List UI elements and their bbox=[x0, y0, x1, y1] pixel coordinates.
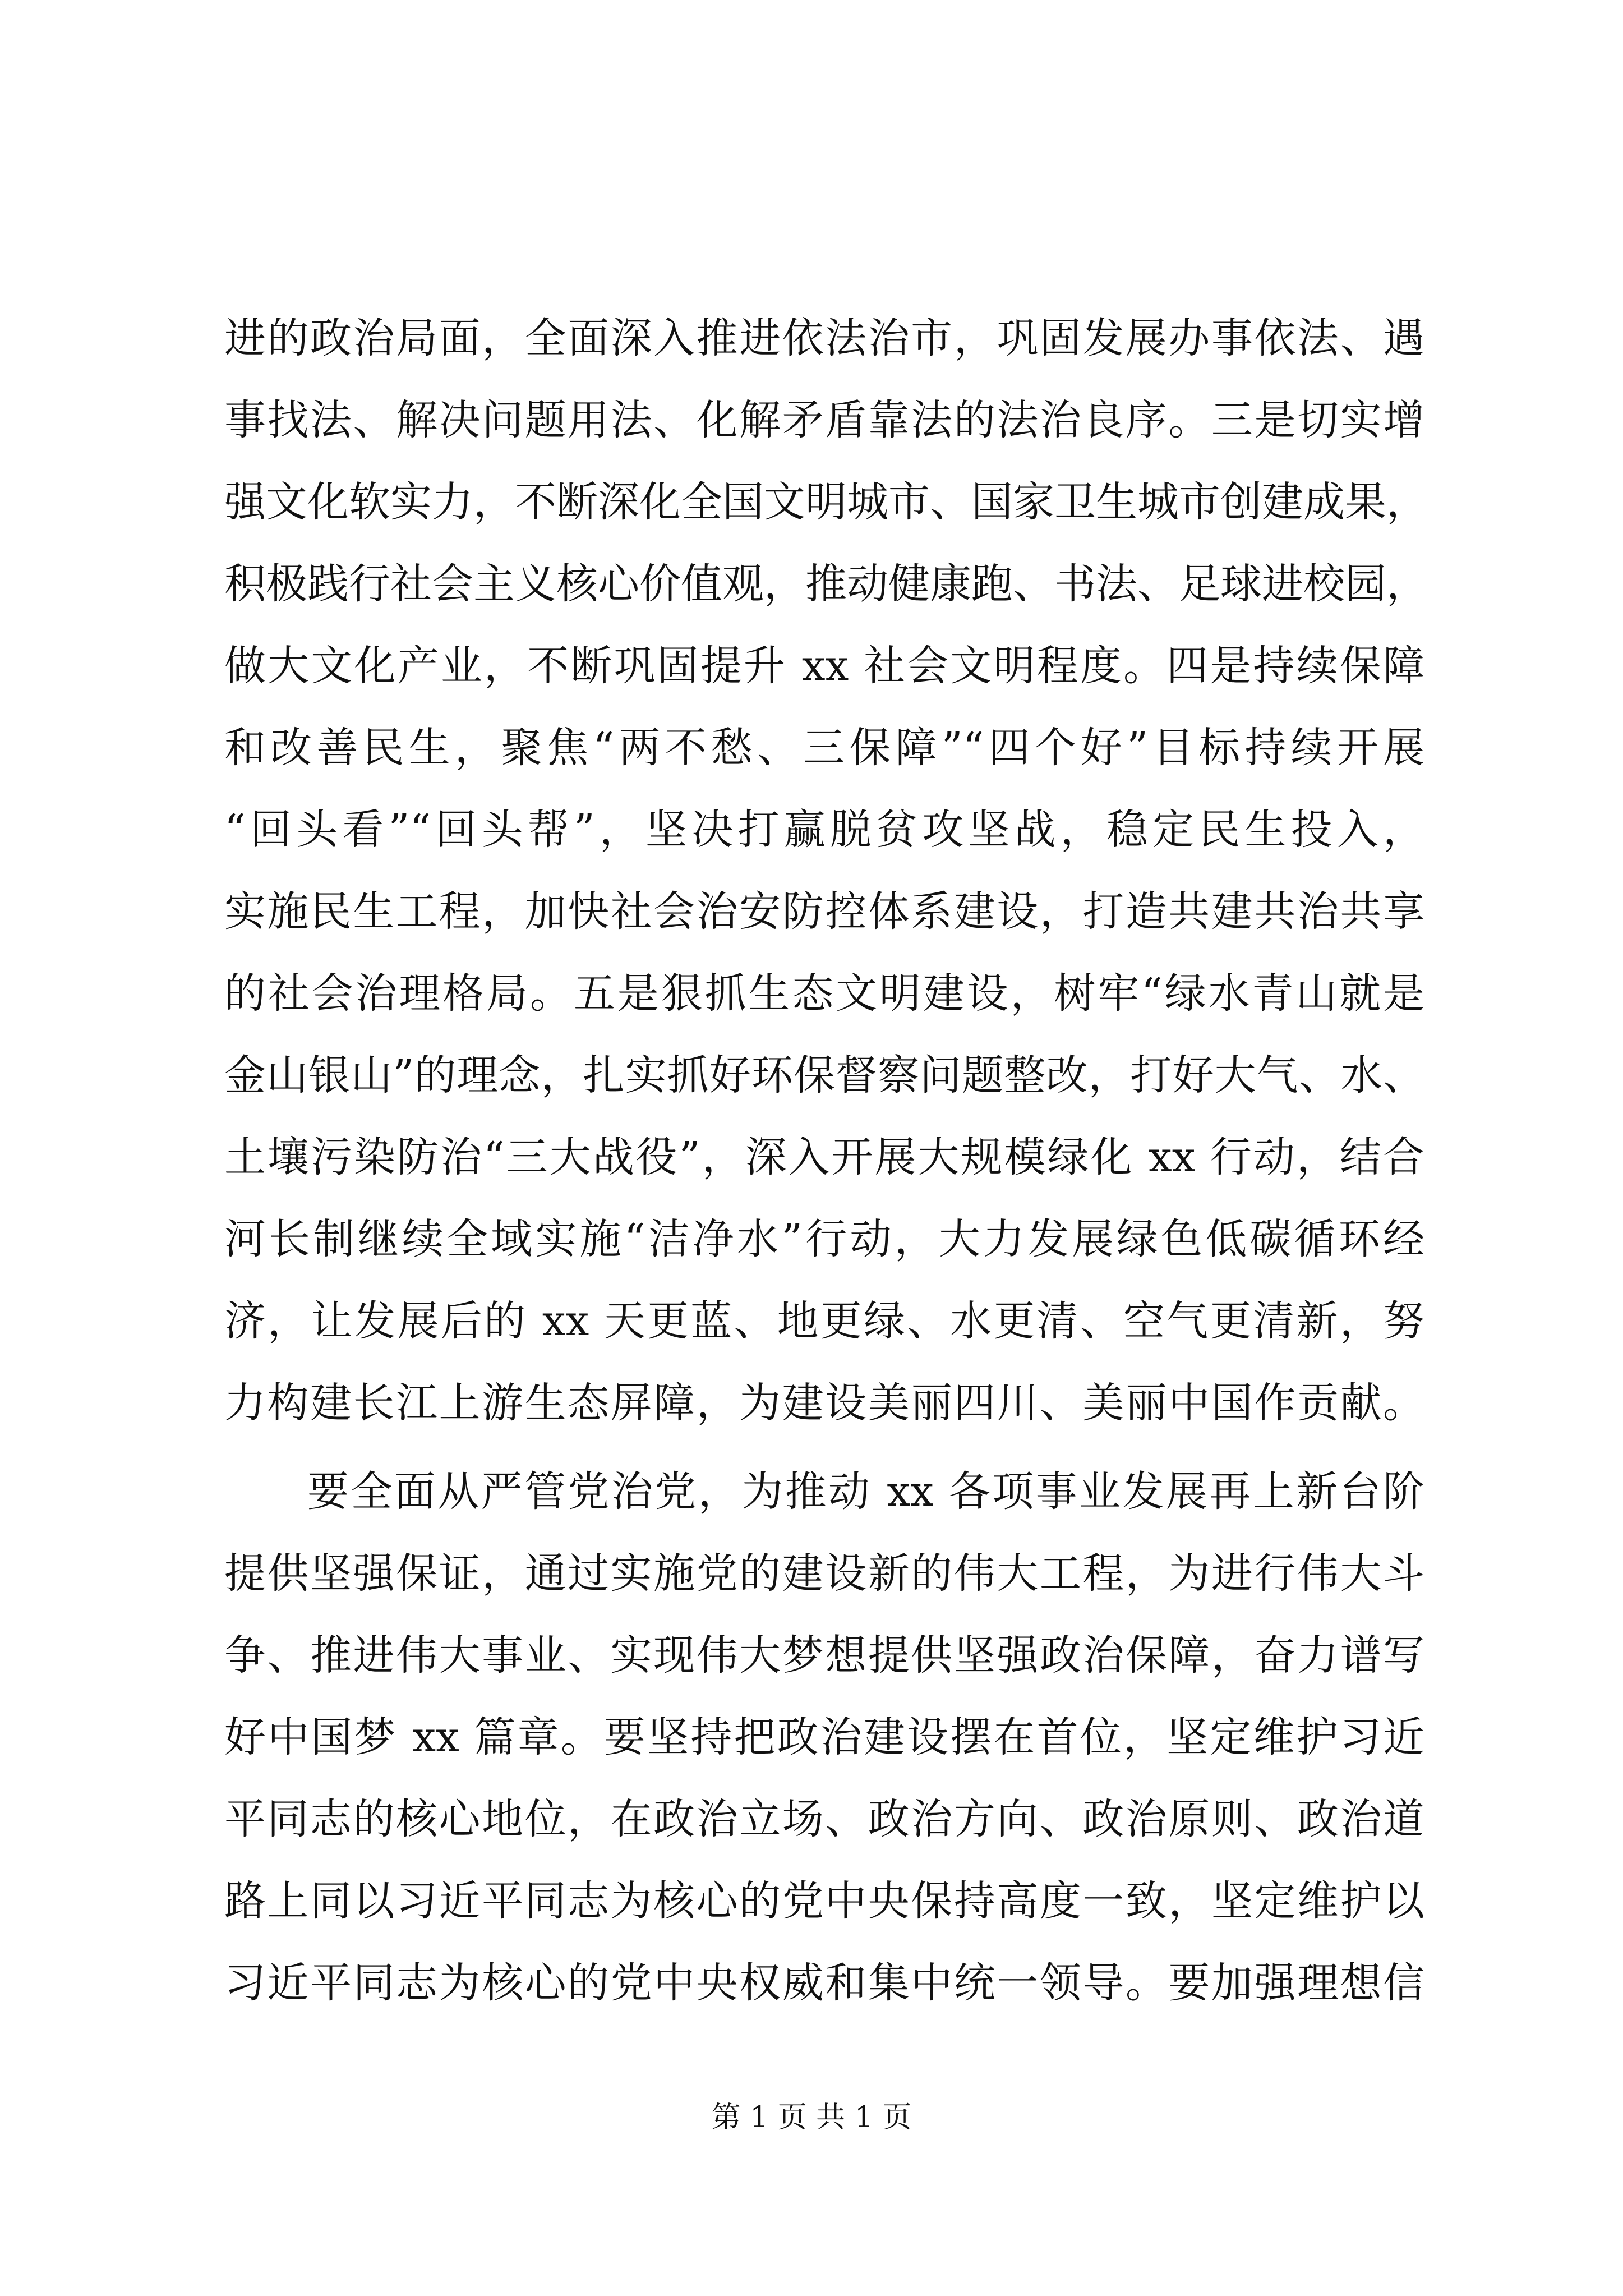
text-line: 强文化软实力，不断深化全国文明城市、国家卫生城市创建成果， bbox=[224, 478, 1428, 526]
text-line: 金山银山”的理念，扎实抓好环保督察问题整改，打好大气、水、 bbox=[224, 1051, 1424, 1099]
text-line: 要全面从严管党治党，为推动 xx 各项事业发展再上新台阶 bbox=[307, 1467, 1424, 1516]
text-line: 和改善民生，聚焦“两不愁、三保障”“四个好”目标持续开展 bbox=[224, 724, 1424, 772]
text-line: 力构建长江上游生态屏障，为建设美丽四川、美丽中国作贡献。 bbox=[224, 1379, 1424, 1427]
page-footer: 第 1 页 共 1 页 bbox=[711, 2101, 912, 2134]
text-line: 习近平同志为核心的党中央权威和集中统一领导。要加强理想信 bbox=[224, 1959, 1424, 2007]
text-line: 的社会治理格局。五是狠抓生态文明建设，树牢“绿水青山就是 bbox=[224, 969, 1424, 1018]
paragraph-gap bbox=[224, 1444, 1424, 1451]
text-line: 积极践行社会主义核心价值观，推动健康跑、书法、足球进校园， bbox=[224, 560, 1428, 608]
text-line: 平同志的核心地位，在政治立场、政治方向、政治原则、政治道 bbox=[224, 1795, 1424, 1843]
paragraph bbox=[224, 297, 1428, 1444]
text-line: 争、推进伟大事业、实现伟大梦想提供坚强政治保障，奋力谱写 bbox=[224, 1631, 1424, 1680]
text-line: 进的政治局面，全面深入推进依法治市，巩固发展办事依法、遇 bbox=[224, 314, 1424, 362]
paragraph bbox=[224, 1451, 1424, 2024]
text-line: 路上同以习近平同志为核心的党中央保持高度一致，坚定维护以 bbox=[224, 1877, 1424, 1925]
text-line: “回头看”“回头帮”，坚决打赢脱贫攻坚战，稳定民生投入， bbox=[224, 806, 1424, 854]
document-body bbox=[224, 297, 1428, 2024]
text-line: 河长制继续全域实施“洁净水”行动，大力发展绿色低碳循环经 bbox=[224, 1215, 1424, 1263]
text-line: 好中国梦 xx 篇章。要坚持把政治建设摆在首位，坚定维护习近 bbox=[224, 1713, 1424, 1761]
text-line: 提供坚强保证，通过实施党的建设新的伟大工程，为进行伟大斗 bbox=[224, 1549, 1424, 1598]
text-line: 事找法、解决问题用法、化解矛盾靠法的法治良序。三是切实增 bbox=[224, 396, 1424, 444]
text-line: 土壤污染防治“三大战役”，深入开展大规模绿化 xx 行动，结合 bbox=[224, 1133, 1424, 1181]
text-line: 济，让发展后的 xx 天更蓝、地更绿、水更清、空气更清新，努 bbox=[224, 1297, 1424, 1345]
text-line: 实施民生工程，加快社会治安防控体系建设，打造共建共治共享 bbox=[224, 887, 1424, 936]
text-line: 做大文化产业，不断巩固提升 xx 社会文明程度。四是持续保障 bbox=[224, 642, 1424, 690]
